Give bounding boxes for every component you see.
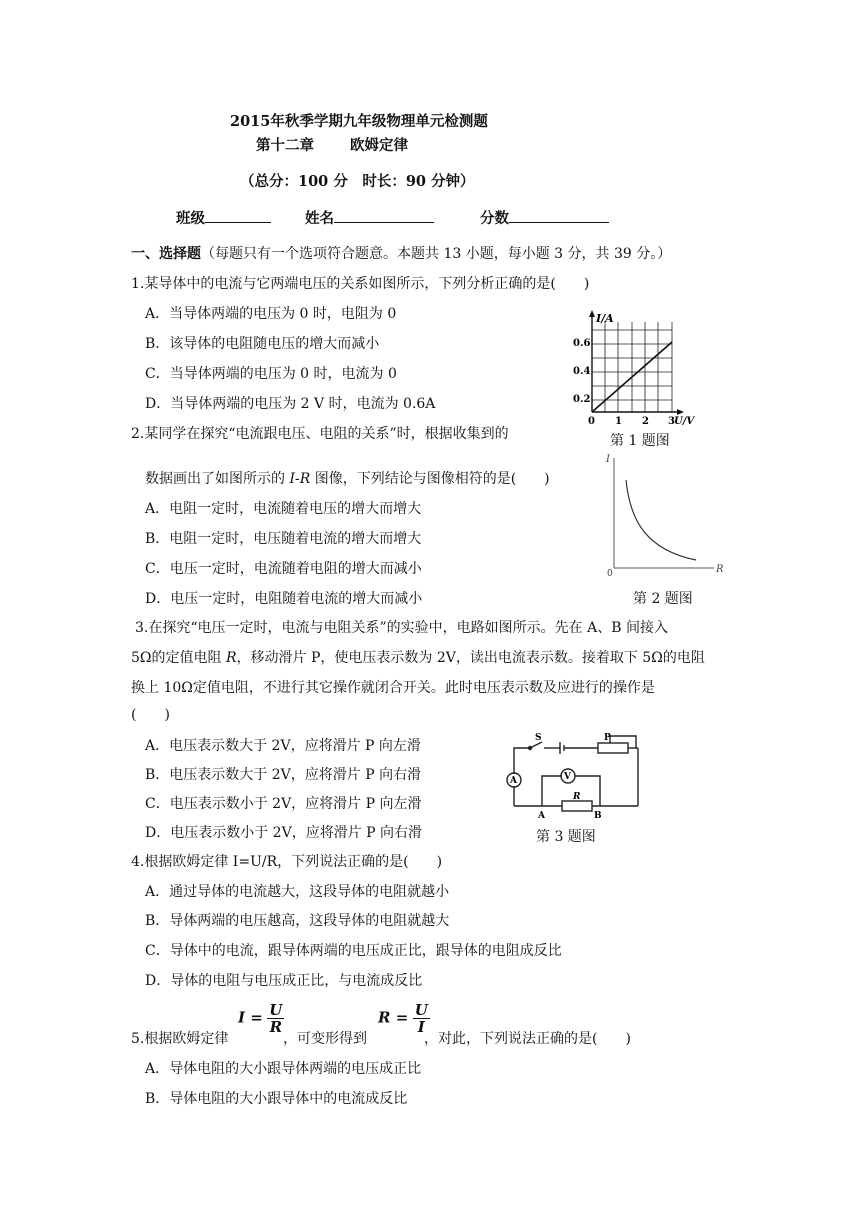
name-blank (334, 208, 434, 223)
q4-stem: 4.根据欧姆定律 I=U/R，下列说法正确的是( ) (131, 854, 443, 870)
q4-option-a: A．通过导体的电流越大，这段导体的电阻就越小 (145, 884, 450, 900)
q1-ytick: 0.4 (573, 366, 591, 377)
q1-ylabel: I/A (596, 312, 614, 325)
q2-stem-part: 图像，下列结论与图像相符的是( ) (310, 471, 550, 487)
score-field (480, 207, 609, 228)
q5-formula-2 (378, 1002, 430, 1035)
q1-option-d: D．当导体两端的电压为 2 V 时，电流为 0.6A (145, 396, 436, 412)
q2-stem-part: 数据画出了如图所示的 (145, 471, 290, 487)
fraction-denominator: I (417, 1018, 425, 1036)
formula-lhs: I = (238, 1008, 263, 1027)
q3-line2-r: R (225, 650, 237, 666)
q3-circuit (500, 730, 645, 820)
slider-label: P (604, 733, 611, 743)
q2-xlabel: R (716, 564, 724, 575)
q5-option-b: B．导体电阻的大小跟导体中的电流成反比 (145, 1091, 408, 1107)
q2-origin: 0 (607, 569, 613, 579)
formula-lhs: R = (378, 1008, 409, 1027)
q2-option-b: B．电阻一定时，电压随着电流的增大而增大 (145, 531, 422, 547)
q2-stem-ir: I-R (289, 471, 311, 487)
chapter-number: 第十二章 (256, 137, 314, 154)
q5-stem-c: ，对此，下列说法正确的是( ) (424, 1031, 631, 1047)
q4-option-c: C．导体中的电流，跟导体两端的电压成正比，跟导体的电阻成反比 (145, 943, 562, 959)
exam-meta: （总分：100 分 时长：90 分钟） (240, 173, 475, 190)
section-title: 一、选择题 (131, 246, 201, 262)
q2-option-d: D．电压一定时，电阻随着电流的增大而减小 (145, 591, 423, 607)
name-label: 姓名 (305, 210, 334, 227)
q5-formula-1 (238, 1002, 284, 1035)
formula-fraction (267, 1002, 284, 1035)
class-field (176, 207, 271, 228)
q3-line1: 3.在探究“电压一定时，电流与电阻关系”的实验中，电路如图所示。先在 A、B 间接入 (135, 620, 668, 636)
q2-stem-cont (145, 470, 550, 488)
q3-caption: 第 3 题图 (536, 829, 596, 845)
fraction-numerator: U (414, 1001, 428, 1019)
q1-stem: 1.某导体中的电流与它两端电压的关系如图所示，下列分析正确的是( ) (131, 276, 590, 292)
q1-ytick: 0.2 (573, 394, 591, 405)
q4-option-d: D．导体的电阻与电压成正比，与电流成反比 (145, 973, 423, 989)
q3-line2-part: 5Ω的定值电阻 (131, 650, 226, 666)
q5-stem-a: 5.根据欧姆定律 (131, 1031, 229, 1047)
q2-graph (596, 450, 726, 580)
ammeter-label: A (510, 776, 517, 786)
class-label: 班级 (176, 210, 205, 227)
q3-option-b: B．电压表示数大于 2V，应将滑片 P 向右滑 (145, 767, 422, 783)
q1-caption: 第 1 题图 (610, 433, 670, 449)
fraction-numerator: U (269, 1001, 283, 1019)
q4-option-b: B．导体两端的电压越高，这段导体的电阻就越大 (145, 913, 450, 929)
chapter-name: 欧姆定律 (350, 137, 408, 154)
voltmeter-label: V (564, 772, 571, 782)
node-b-label: B (594, 811, 602, 821)
q1-xtick: 3 (668, 416, 675, 427)
exam-title: 2015年秋季学期九年级物理单元检测题 (230, 113, 488, 130)
q3-option-a: A．电压表示数大于 2V，应将滑片 P 向左滑 (145, 738, 421, 754)
q3-line2-part: ，移动滑片 P，使电压表示数为 2V，读出电流表示数。接着取下 5Ω的电阻 (236, 650, 705, 666)
q1-xtick: 1 (615, 416, 622, 427)
q1-xlabel: U/V (674, 416, 695, 427)
q1-xtick: 0 (588, 416, 595, 427)
q1-option-b: B．该导体的电阻随电压的增大而减小 (145, 336, 380, 352)
q2-caption: 第 2 题图 (633, 591, 693, 607)
q2-option-c: C．电压一定时，电流随着电阻的增大而减小 (145, 561, 422, 577)
q3-option-d: D．电压表示数小于 2V，应将滑片 P 向右滑 (145, 825, 423, 841)
class-blank (205, 208, 271, 223)
q2-stem: 2.某同学在探究“电流跟电压、电阻的关系”时，根据收集到的 (131, 426, 509, 442)
node-a-label: A (538, 811, 545, 821)
section-desc: （每题只有一个选项符合题意。本题共 13 小题，每小题 3 分，共 39 分。） (201, 246, 672, 262)
fraction-denominator: R (269, 1018, 283, 1036)
q1-option-c: C．当导体两端的电压为 0 时，电流为 0 (145, 366, 397, 382)
section-heading (131, 245, 671, 263)
q1-option-a: A．当导体两端的电压为 0 时，电阻为 0 (145, 306, 397, 322)
resistor-label: R (573, 792, 581, 802)
q3-option-c: C．电压表示数小于 2V，应将滑片 P 向左滑 (145, 796, 422, 812)
q1-graph (570, 308, 695, 427)
score-label: 分数 (480, 210, 509, 227)
score-blank (509, 208, 609, 223)
q2-option-a: A．电阻一定时，电流随着电压的增大而增大 (145, 501, 422, 517)
q2-curve (626, 480, 696, 560)
q3-line3: 换上 10Ω定值电阻，不进行其它操作就闭合开关。此时电压表示数及应进行的操作是 (131, 680, 655, 696)
q3-line4: ( ) (131, 707, 170, 723)
q1-ytick: 0.6 (573, 338, 591, 349)
q3-line2 (131, 649, 705, 667)
name-field (305, 207, 434, 228)
q2-ylabel: I (606, 454, 610, 465)
switch-label: S (535, 733, 542, 743)
q1-xtick: 2 (642, 416, 649, 427)
q5-stem-b: ，可变形得到 (283, 1031, 367, 1047)
q5-option-a: A．导体电阻的大小跟导体两端的电压成正比 (145, 1061, 422, 1077)
